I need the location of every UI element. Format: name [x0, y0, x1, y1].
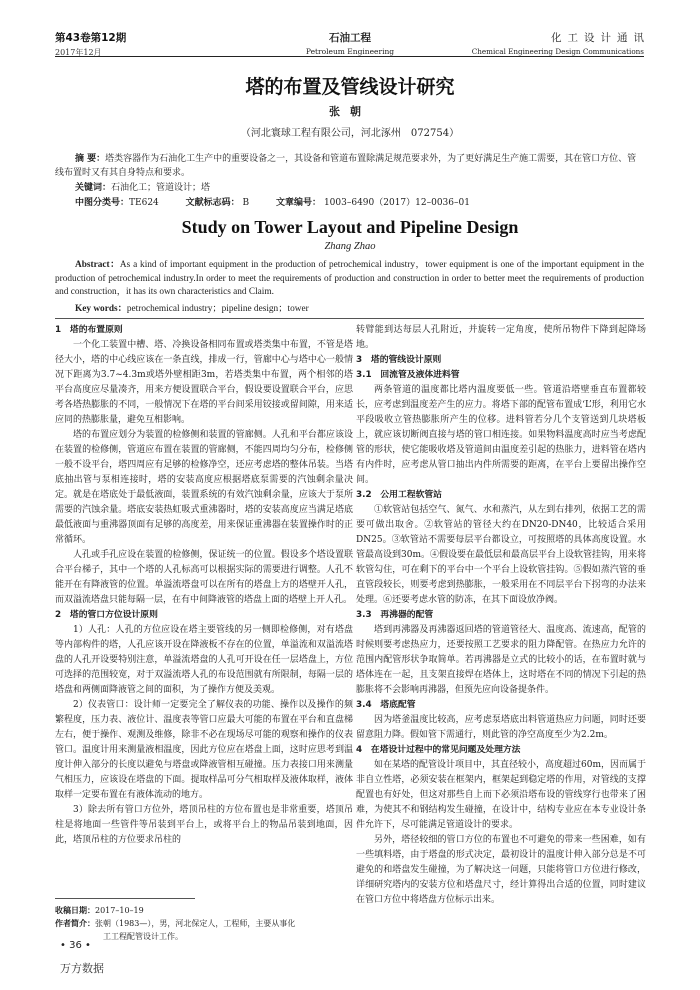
abstract-cn — [55, 152, 644, 180]
watermark-text: 万方数据 — [60, 962, 104, 975]
body-paragraph: 另外，塔径较细的管口方位的布置也不可避免的带来一些困难，如有一些填料塔，由于塔盘的形式决定，最初设计的温度计伸入部分总是不可避免的和塔盘发生碰撞，为了解决这一问题，只能将管口方位进行修改，详细研究塔内的安装方位和塔盘尺寸，经计算得出合适的位置，同时建议在管口方位中将塔盘方位标示出来。 — [356, 835, 646, 905]
header-rule — [55, 56, 644, 57]
article-id-value: 1003–6490（2017）12–0036–01 — [323, 198, 470, 208]
author-en: Zhang Zhao — [324, 241, 376, 252]
clc-label: 中图分类号： — [75, 198, 130, 208]
affiliation: （河北寰球工程有限公司，河北涿州 072754） — [240, 128, 460, 139]
body-paragraph: 塔到再沸器及再沸器返回塔的管道管径大、温度高、流速高，配管的时候则要考虑热应力，还要按照工艺要求的阻力降配管。在热应力允许的范围内配管形状争取简单。若再沸器是立式的比较小的话，在布置时就与塔体连在一起，且支架直接焊在塔体上，这时塔在不同的情况下引起的热膨胀将不会影响再沸器，但预先应向设备提条件。 — [356, 625, 646, 695]
author-bio-line1: 张朝（1983—），男，河北保定人，工程师，主要从事化 — [95, 919, 296, 928]
paper-title-en: Study on Tower Layout and Pipeline Design — [181, 217, 519, 237]
abstract-cn-text: 塔类容器作为石油化工生产中的重要设备之一，其设备和管道布置除满足规范要求外，为了更好满足生产施工需要，其在管口方位、管线布置时又有其自身特点和要求。 — [55, 154, 637, 178]
section-heading: 1 塔的布置原则 — [55, 325, 123, 335]
author-bio-line2: 工工程配管设计工作。 — [103, 932, 183, 941]
section-rule — [55, 318, 644, 319]
keywords-en-label: Key words： — [75, 304, 127, 314]
journal-name-en: Petroleum Engineering — [305, 47, 395, 56]
page-number: • 36 • — [60, 940, 91, 951]
author-cn: 张朝 — [329, 105, 371, 118]
author-bio-label: 作者简介： — [55, 919, 95, 928]
abstract-en-text: As a kind of important equipment in the production of petrochemical industry，tower equipment is one of the important equipment in the production of petrochemical industry.In order to meet the requirements of production and construction in order to better meet the requirements of production and construction，it has its own characteristics and Claim. — [55, 260, 644, 297]
body-paragraph: 3）除去所有管口方位外，塔顶吊柱的方位布置也是非常重要，塔顶吊柱是将地面一些管件等吊装到平台上，或将平台上的物品吊装到地面，因此，塔顶吊柱的方位要求吊柱的 — [55, 805, 353, 845]
journal-right-en: Chemical Engineering Design Communications — [471, 47, 644, 56]
footnote — [55, 904, 350, 943]
volume-issue: 第43卷第12期 — [55, 32, 127, 44]
section-heading: 4 在塔设计过程中的常见问题及处理方法 — [356, 745, 521, 755]
section-heading: 3.3 再沸器的配管 — [356, 610, 434, 620]
journal-name-cn: 石油工程 — [329, 32, 371, 44]
header-right — [471, 30, 650, 56]
body-paragraph: 一个化工装置中槽、塔、冷换设备相同布置或塔类集中布置，不管是塔径大小，塔的中心线应该在一条直线，排成一行，管廊中心与塔中心一般情况下距离为3.7~4.3m或塔外壁相距3m，若塔类集中布置，两个相邻的塔平台高度应尽量凑齐，用来方便设置联合平台，假设要设置联合平台，应思考各塔热膨胀的不同，一般情况下在塔的平台间采用铰接或留间隙，用来适应同的热膨胀量，避免互相影响。 — [55, 340, 353, 425]
body-paragraph: 2）仪表管口：设计师一定要完全了解仪表的功能、操作以及操作的频繁程度，压力表、液位计、温度表等管口应最大可能的布置在平台和直盘梯左右，便于操作、观测及维修，除非不必在现场尽可能的观察和操作的仪表管口。温度计用来测量液相温度，因此方位应在塔盘上面，这时应思考到温度计伸入部分的长度以避免与塔盘或降液管相互碰撞。压力表接口用来测量气相压力，应该设在塔盘的下面。提取样品可分气相取样及液体取样，液体取样一定要布置在有液体流动的地方。 — [55, 700, 353, 800]
keywords-en-text: petrochemical industry；pipeline design；tower — [126, 304, 309, 314]
body-paragraph: ①软管站包括空气、氮气、水和蒸汽，从左到右排列，依据工艺的需要可做出取舍。②软管站的管径大约在DN20-DN40，比较适合采用DN25。③软管站不需要每层平台都设立，可按照塔的具体高度设置。水管最高设到30m。④假设要在最低层和最高层平台上设软管挂钩，用来将软管勾住，可在剩下的平台中一个平台上设软管挂钩。⑤假如蒸汽管的垂直管段较长，则要考虑到热膨胀，一般采用在不同层平台下拐弯的办法来处理。⑥还要考虑水管的防冻，在其下面设放净阀。 — [356, 505, 646, 605]
section-heading: 2 塔的管口方位设计原则 — [55, 610, 158, 620]
body-paragraph: 人孔或手孔应设在装置的检修侧，保证统一的位置。假设多个塔设置联合平台梯子，其中一个塔的人孔标高可以根据实际的需要进行调整。人孔不能开在有降液管的位置。单溢流塔盘可以在所有的塔盘上方的塔壁开人孔，而双溢流塔盘只能每隔一层，在有中间降液管的塔盘上面的塔壁上开人孔。 — [55, 550, 353, 605]
journal-right-cn: 化工设计通讯 — [551, 32, 650, 44]
keywords-en — [75, 300, 309, 314]
issue-date: 2017年12月 — [55, 48, 102, 57]
received-label: 收稿日期： — [55, 906, 95, 915]
abstract-en-label: Abstract： — [75, 260, 120, 270]
section-heading: 3.2 公用工程软管站 — [356, 490, 442, 500]
paper-title-cn: 塔的布置及管线设计研究 — [245, 76, 455, 98]
body-paragraph: 因为塔釜温度比较高，应考虑泵塔底出料管道热应力问题，同时还要留意阻力降。假如管下需通行，则此管的净空高度至少为2.2m。 — [356, 715, 646, 740]
keywords-cn-label: 关键词： — [75, 183, 112, 193]
body-paragraph: 两条管道的温度都比塔内温度要低一些。管道沿塔壁垂直布置都较长，应考虑到温度差产生的应力。将塔下部的配管布置成‘L’形，利用它水平段吸收立管热膨胀所产生的位移。进料管若分几个支管送到几块塔板上，就应该切断阀直接与塔的管口相连接。如果物料温度高时应当考虑配管的形状，使它能吸收塔及管道间由温度差引起的热胀力，进料管在塔内有内件时，应考虑从管口抽出内件所需要的距离，在平台上要留出操作空间。 — [356, 385, 646, 485]
paragraph-continued: 转臂能到达每层人孔附近，并旋转一定角度，使所吊物件下降到起降场地。 — [356, 325, 646, 350]
doc-code-label: 文献标志码： — [185, 198, 240, 208]
body-paragraph: 塔的布置应划分为装置的检修侧和装置的管廊侧。人孔和平台都应该设在装置的检修侧，管道应布置在装置的管廊侧，不能四周均匀分布，检修侧一般不设平台，塔四周应有足够的检修净空，还应考虑塔的整体吊装。当塔底抽出管与泵相连接时，塔的安装高度应根据塔底泵需要的汽蚀剩余量决定。就是在塔底处于最低液面，装置系统的有效汽蚀剩余量，应该大于泵所需要的汽蚀余量。塔底安装热虹吸式重沸器时，塔的安装高度应当满足塔底最低液面与重沸器顶面有足够的高度差，用来保证重沸器在装置操作时的正常循环。 — [55, 430, 353, 545]
body-paragraph: 1）人孔：人孔的方位应设在塔主要管线的另一侧即检修侧，对有塔盘等内部构件的塔，人孔应该开设在降液板不存在的位置，单溢流和双溢流塔盘的人孔开设要特别注意，单溢流塔盘的人孔可开设在任一层塔盘上，方位可选择的范围较宽，对于双溢流塔人孔的布设范围就有所限制，每隔一层的塔盘和两侧面降液管之间的面积，为了操作方便及美观。 — [55, 625, 353, 695]
classification-line — [75, 195, 494, 208]
abstract-en — [55, 259, 644, 300]
keywords-cn-text: 石油化工；管道设计；塔 — [111, 183, 211, 193]
article-id-label: 文章编号： — [276, 198, 322, 208]
clc-value: TE624 — [129, 198, 159, 208]
abstract-cn-label: 摘 要： — [75, 154, 106, 164]
footnote-rule — [55, 898, 195, 899]
received-date: 2017–10–19 — [95, 906, 144, 915]
keywords-cn — [75, 180, 210, 193]
section-heading: 3.4 塔底配管 — [356, 700, 416, 710]
body-column-left — [55, 323, 353, 848]
body-paragraph: 如在某塔的配管设计项目中，其直径较小，高度超过60m，因而属于非自立性塔，必须安装在框架内，框架起到稳定塔的作用，对管线的支撑配置也有好处，但这对那些自上而下必须沿塔布设的管线穿行也带来了困难，为使其不和钢结构发生碰撞，在设计中，结构专业应在本专业设计条件允许下，尽可能满足管道设计的要求。 — [356, 760, 646, 830]
section-heading: 3.1 回流管及液体进料管 — [356, 370, 460, 380]
body-column-right — [356, 323, 646, 908]
doc-code-value: B — [242, 198, 250, 208]
section-heading: 3 塔的管线设计原则 — [356, 355, 442, 365]
